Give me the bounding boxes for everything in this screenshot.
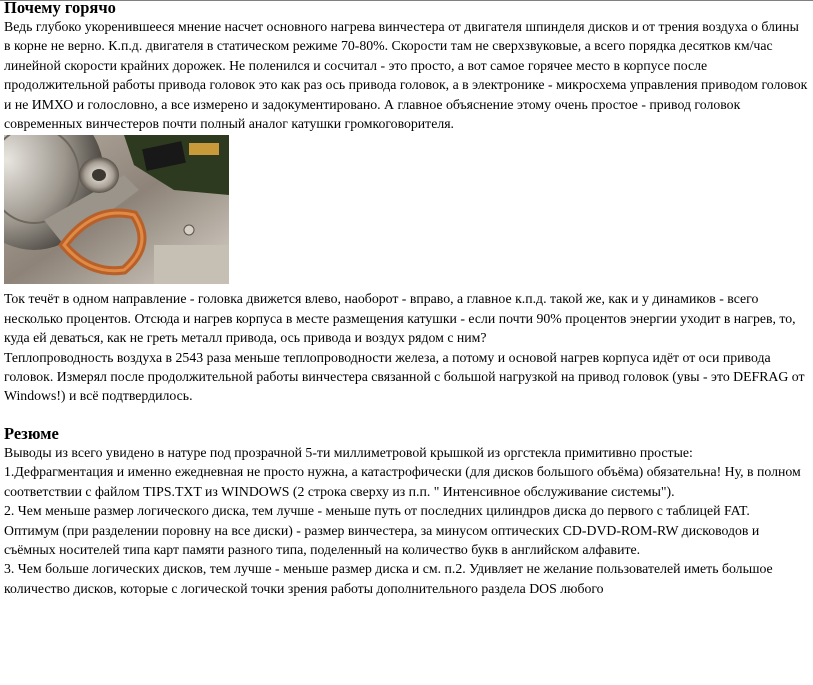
hdd-head-actuator-photo <box>4 135 229 284</box>
section-heading-summary: Резюме <box>4 423 59 443</box>
summary-item: 2. Чем меньше размер логического диска, тем лучше - меньше путь от последних цилиндров диска до первого с таблицей FAT. Оптимум (при разделении поровну на все диски) - размер винчестера, за минусом оптических CD-DVD-ROM-RW дисководов и съёмных носителей типа карт памяти разного типа, поделенный на количество букв в английском алфавите. <box>4 503 760 557</box>
summary-item: 3. Чем больше логических дисков, тем лучше - меньше размер диска и см. п.2. Удивляет не желание пользователей иметь большое количество дисков, которые с логической точки зрения работы дополнительного раздела DOS любого <box>4 561 773 596</box>
paragraph-thermal-conductivity: Теплопроводность воздуха в 2543 раза меньше теплопроводности железа, а потому и основой нагрев корпуса идёт от оси привода головок. Измерял после продолжительной работы винчестера связанной с большой нагрузкой на привод головок (увы - это DEFRAG от Windows!) и всё подтвердилось. <box>4 349 805 404</box>
paragraph-current-direction: Ток течёт в одном направление - головка движется влево, наоборот - вправо, а главное к.п.д. такой же, как и у динамиков - всего несколько процентов. Отсюда и нагрев корпуса в месте размещения катушки - если почти 90% процентов энергии уходит в нагрев, то, куда ей деваться, как не греть металл привода, ось привода и воздух рядом с ним? <box>4 291 796 346</box>
paragraph-intro: Ведь глубоко укоренившееся мнение насчет основного нагрева винчестера от двигателя шпинделя дисков и от трения воздуха о блины в корне не верно. К.п.д. двигателя в статическом режиме 70-80%. Скорости там не сверхзвуковые, а всего порядка десятков км/час линейной скорости крайних дорожек. Не поленился и сосчитал - это просто, а вот самое горячее место в корпусе после продолжительной работы привода головок это как раз ось привода головок, а в электронике - микросхема управления приводом головок и не ИМХО и голословно, а все измерено и задокументировано. А главное объяснение этому очень простое - привод головок современных винчестеров почти полный аналог катушки громкоговорителя. <box>4 19 808 132</box>
paragraph-summary-intro: Выводы из всего увидено в натуре под прозрачной 5-ти миллиметровой крышкой из оргстекла примитивно простые: <box>4 444 693 460</box>
section-heading-why-hot: Почему горячо <box>4 0 116 17</box>
article <box>4 0 808 598</box>
summary-item: 1.Дефрагментация и именно ежедневная не просто нужна, а катастрофически (для дисков большого объёма) обязательна! Ну, в полном соответствии с файлом TIPS.TXT из WINDOWS (2 строка сверху из п.п. " Интенсивное обслуживание системы"). <box>4 464 801 499</box>
